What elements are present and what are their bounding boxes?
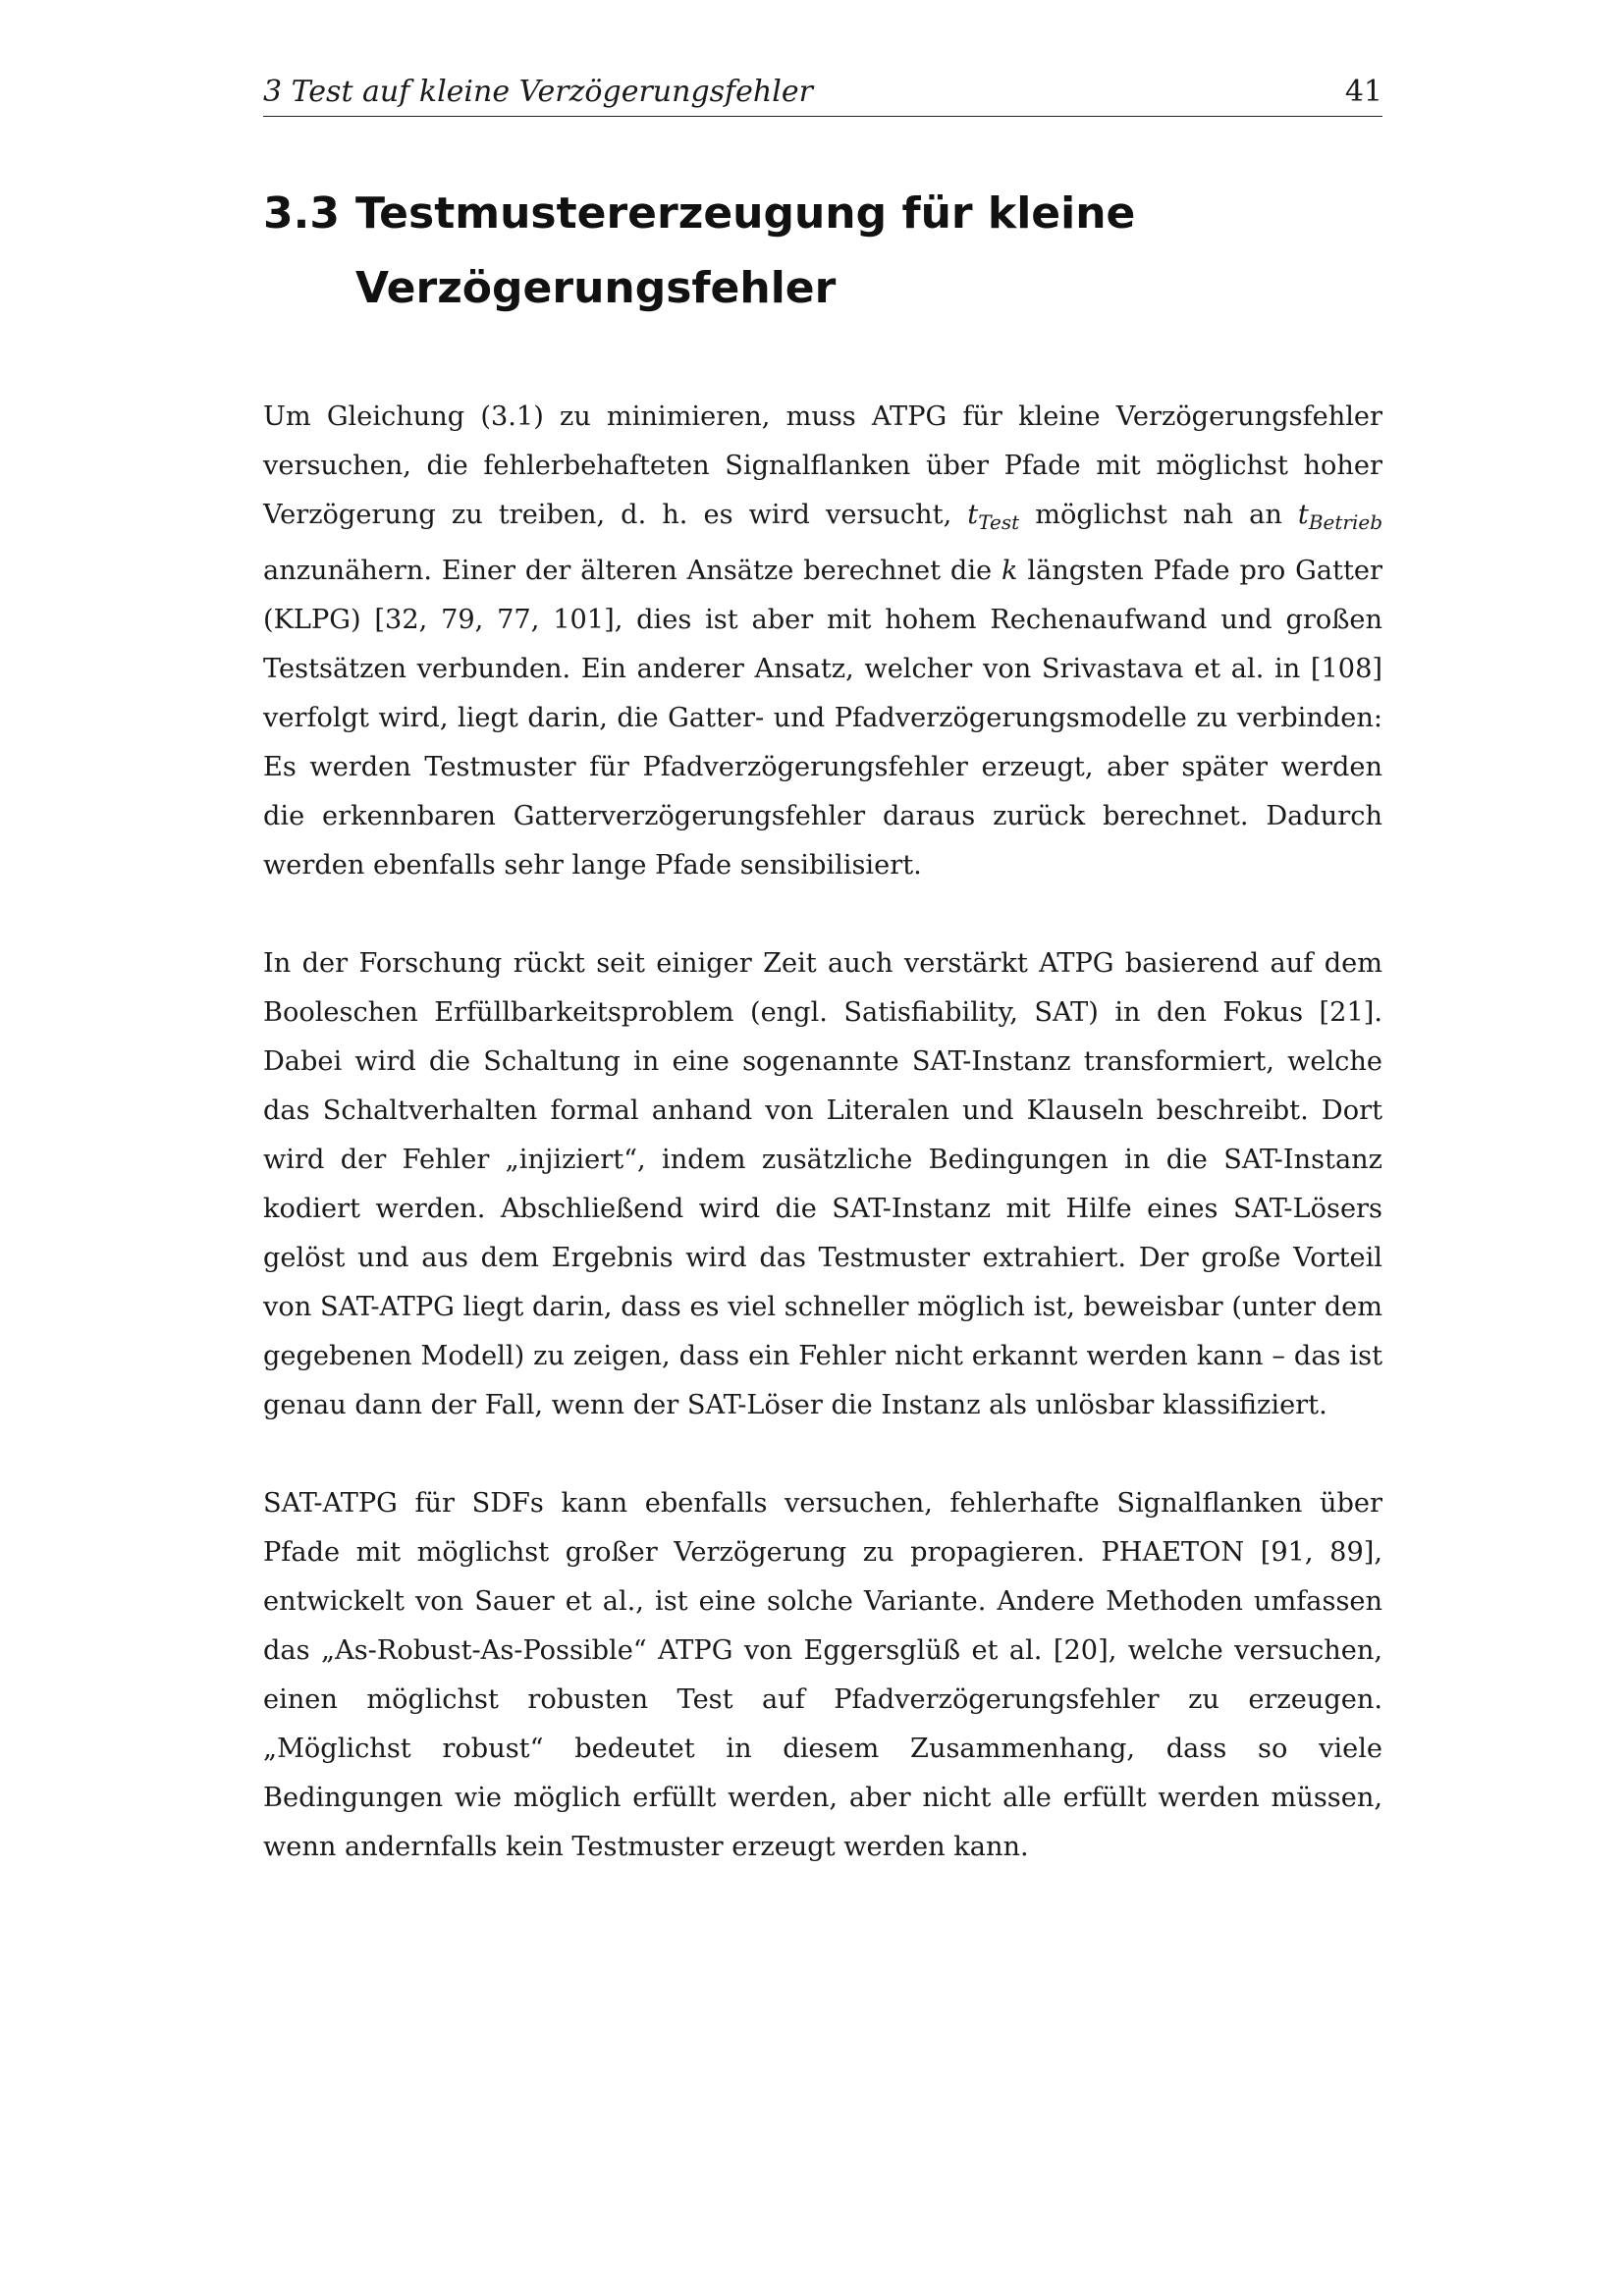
section-title: Testmustererzeugung für kleine Verzögerungsfehler bbox=[355, 188, 1136, 313]
paragraph-1 bbox=[263, 393, 1382, 890]
paragraph-1-text-b: möglichst nah an bbox=[1019, 500, 1298, 530]
math-t-betrieb: $t_{Betrieb}$ bbox=[1297, 500, 1382, 534]
body-text bbox=[263, 393, 1382, 1921]
chapter-title: 3 Test auf kleine Verzögerungsfehler bbox=[263, 75, 813, 109]
page-number: 41 bbox=[1344, 75, 1382, 109]
section-number: 3.3 bbox=[263, 188, 340, 239]
paragraph-1-text-a: Um Gleichung (3.1) zu minimieren, muss ATPG für kleine Verzögerungsfehler versuchen, die fehlerbehafteten Signalflanken über Pfade mit möglichst hoher Verzögerung zu treiben, d. h. es wird versucht, bbox=[263, 401, 1382, 530]
math-t-test: $t_{Test}$ bbox=[967, 500, 1020, 534]
running-header bbox=[263, 75, 1382, 117]
paragraph-1-text-d: längsten Pfade pro Gatter (KLPG) [32, 79, 77, 101], dies ist aber mit hohem Rechenaufwand und großen Testsätzen verbunden. Ein anderer Ansatz, welcher von Srivastava et al. in [108] verfolgt wird, liegt darin, die Gatter- und Pfadverzögerungsmodelle zu verbinden: Es werden Testmuster für Pfadverzögerungsfehler erzeugt, aber später werden die erkennbaren Gatterverzögerungsfehler daraus zurück berechnet. Dadurch werden ebenfalls sehr lange Pfade sensibilisiert. bbox=[263, 556, 1382, 881]
paragraph-1-text-c: anzunähern. Einer der älteren Ansätze berechnet die bbox=[263, 556, 1001, 586]
paragraph-2: In der Forschung rückt seit einiger Zeit auch verstärkt ATPG basierend auf dem Booleschen Erfüllbarkeitsproblem (engl. Satisfiability, SAT) in den Fokus [21]. Dabei wird die Schaltung in eine sogenannte SAT-Instanz transformiert, welche das Schaltverhalten formal anhand von Literalen und Klauseln beschreibt. Dort wird der Fehler „injiziert“, indem zusätzliche Bedingungen in die SAT-Instanz kodiert werden. Abschließend wird die SAT-Instanz mit Hilfe eines SAT-Lösers gelöst und aus dem Ergebnis wird das Testmuster extrahiert. Der große Vorteil von SAT-ATPG liegt darin, dass es viel schneller möglich ist, beweisbar (unter dem gegebenen Modell) zu zeigen, dass ein Fehler nicht erkannt werden kann – das ist genau dann der Fall, wenn der SAT-Löser die Instanz als unlösbar klassifiziert. bbox=[263, 948, 1382, 1420]
math-k: k bbox=[1001, 556, 1018, 586]
paragraph-3: SAT-ATPG für SDFs kann ebenfalls versuchen, fehlerhafte Signalflanken über Pfade mit möglichst großer Verzögerung zu propagieren. PHAETON [91, 89], entwickelt von Sauer et al., ist eine solche Variante. Andere Methoden umfassen das „As-Robust-As-Possible“ ATPG von Eggersglüß et al. [20], welche versuchen, einen möglichst robusten Test auf Pfadverzögerungsfehler zu erzeugen. „Möglichst robust“ bedeutet in diesem Zusammenhang, dass so viele Bedingungen wie möglich erfüllt werden, aber nicht alle erfüllt werden müssen, wenn andernfalls kein Testmuster erzeugt werden kann. bbox=[263, 1488, 1382, 1862]
